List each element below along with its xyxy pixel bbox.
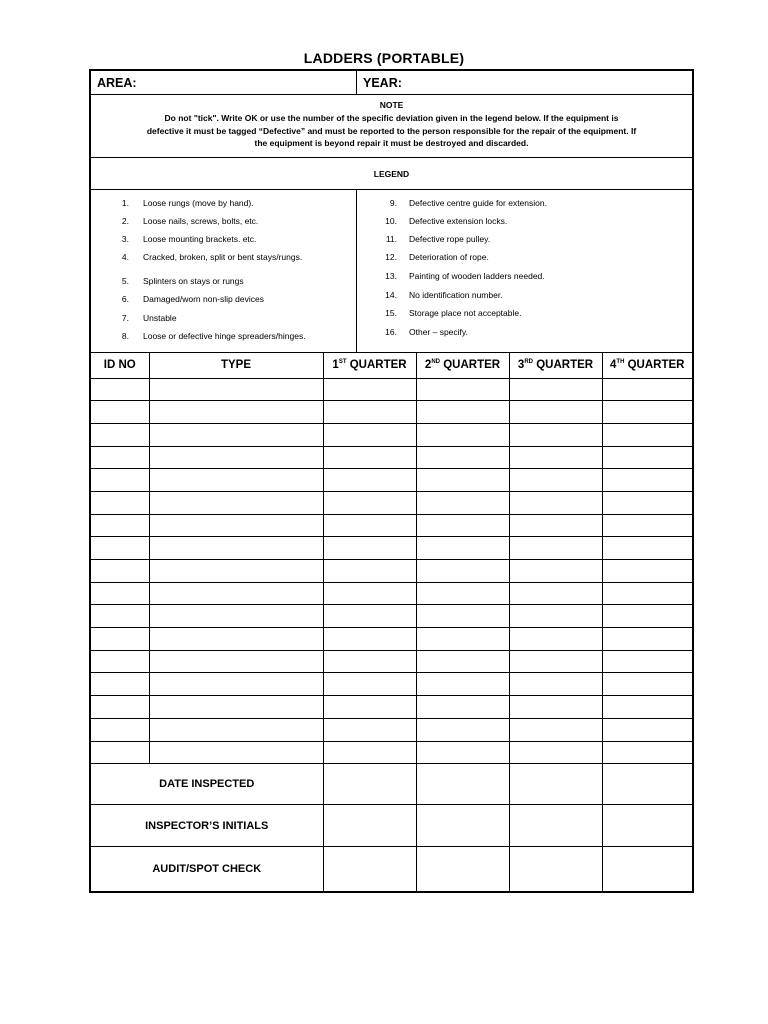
type-cell[interactable] (149, 673, 323, 696)
legend-number: 1. (121, 198, 129, 208)
footer-row (91, 805, 692, 847)
legend-text: Splinters on stays or rungs (143, 276, 244, 286)
type-cell[interactable] (149, 514, 323, 537)
id-no-cell[interactable] (91, 537, 149, 560)
quarter-3-cell[interactable] (509, 741, 602, 764)
legend-text: Loose nails, screws, bolts, etc. (143, 216, 259, 226)
quarter-3-cell[interactable] (509, 401, 602, 424)
quarter-header-2 (416, 353, 509, 378)
quarter-4-cell[interactable] (602, 605, 692, 628)
footer-quarter-4-cell[interactable] (602, 847, 692, 891)
area-label: AREA: (97, 76, 137, 90)
id-no-cell[interactable] (91, 423, 149, 446)
quarter-3-cell[interactable] (509, 491, 602, 514)
id-no-cell[interactable] (91, 605, 149, 628)
type-cell[interactable] (149, 696, 323, 719)
type-cell[interactable] (149, 446, 323, 469)
type-cell[interactable] (149, 582, 323, 605)
type-cell[interactable] (149, 378, 323, 401)
quarter-number: 4 (610, 359, 617, 372)
table-row (91, 469, 692, 492)
legend-text: Defective extension locks. (409, 216, 508, 226)
legend-text: Defective centre guide for extension. (409, 198, 547, 208)
inspection-form (89, 69, 694, 893)
table-row (91, 491, 692, 514)
quarter-2-cell[interactable] (416, 491, 509, 514)
table-header-row (91, 353, 692, 378)
quarter-suffix: ST (338, 359, 347, 366)
type-cell[interactable] (149, 491, 323, 514)
quarter-4-cell[interactable] (602, 401, 692, 424)
quarter-label: QUARTER (627, 359, 685, 372)
id-no-cell[interactable] (91, 650, 149, 673)
quarter-label: QUARTER (349, 359, 407, 372)
quarter-3-cell[interactable] (509, 378, 602, 401)
id-no-cell[interactable] (91, 514, 149, 537)
quarter-3-cell[interactable] (509, 673, 602, 696)
quarter-2-cell[interactable] (416, 423, 509, 446)
table-row (91, 560, 692, 583)
quarter-3-cell[interactable] (509, 650, 602, 673)
quarter-2-cell[interactable] (416, 446, 509, 469)
id-no-cell[interactable] (91, 491, 149, 514)
type-cell[interactable] (149, 423, 323, 446)
quarter-1-cell[interactable] (323, 650, 416, 673)
table-row (91, 423, 692, 446)
legend-text: Storage place not acceptable. (409, 308, 522, 318)
quarter-2-cell[interactable] (416, 560, 509, 583)
quarter-2-cell[interactable] (416, 741, 509, 764)
quarter-2-cell[interactable] (416, 628, 509, 651)
footer-quarter-3-cell[interactable] (509, 847, 602, 891)
footer-quarter-1-cell[interactable] (323, 805, 416, 847)
quarter-label: QUARTER (536, 359, 594, 372)
quarter-1-cell[interactable] (323, 514, 416, 537)
legend-text: Other – specify. (409, 327, 468, 337)
quarter-1-cell[interactable] (323, 560, 416, 583)
table-row (91, 514, 692, 537)
legend-heading: LEGEND (91, 158, 692, 190)
legend-number: 5. (121, 276, 129, 286)
quarter-1-cell[interactable] (323, 446, 416, 469)
quarter-3-cell[interactable] (509, 582, 602, 605)
legend-text: Defective rope pulley. (409, 234, 491, 244)
table-row (91, 582, 692, 605)
quarter-2-cell[interactable] (416, 401, 509, 424)
table-row (91, 696, 692, 719)
table-row (91, 446, 692, 469)
quarter-3-cell[interactable] (509, 560, 602, 583)
quarter-suffix: TH (616, 359, 625, 366)
table-row (91, 605, 692, 628)
quarter-4-cell[interactable] (602, 628, 692, 651)
quarter-4-cell[interactable] (602, 741, 692, 764)
quarter-3-cell[interactable] (509, 469, 602, 492)
quarter-header-3 (509, 353, 602, 378)
quarter-2-cell[interactable] (416, 696, 509, 719)
legend-text: Loose mounting brackets. etc. (143, 234, 257, 244)
footer-quarter-4-cell[interactable] (602, 805, 692, 847)
footer-row (91, 847, 692, 891)
table-row (91, 401, 692, 424)
quarter-2-cell[interactable] (416, 673, 509, 696)
quarter-label: QUARTER (443, 359, 501, 372)
legend-number: 13. (385, 271, 397, 281)
quarter-header-4 (602, 353, 692, 378)
footer-quarter-1-cell[interactable] (323, 764, 416, 805)
quarter-2-cell[interactable] (416, 469, 509, 492)
quarter-number: 2 (424, 359, 432, 372)
quarter-1-cell[interactable] (323, 401, 416, 424)
quarter-4-cell[interactable] (602, 718, 692, 741)
quarter-2-cell[interactable] (416, 582, 509, 605)
quarter-4-cell[interactable] (602, 650, 692, 673)
type-cell[interactable] (149, 537, 323, 560)
legend-number: 4. (121, 252, 129, 262)
quarter-3-cell[interactable] (509, 423, 602, 446)
year-label: YEAR: (363, 76, 402, 90)
footer-quarter-2-cell[interactable] (416, 805, 509, 847)
type-cell[interactable] (149, 469, 323, 492)
legend-left-column (91, 190, 357, 352)
footer-quarter-2-cell[interactable] (416, 847, 509, 891)
inspection-table (91, 353, 692, 891)
footer-label: INSPECTOR’S INITIALS (91, 805, 323, 847)
table-row (91, 537, 692, 560)
quarter-3-cell[interactable] (509, 696, 602, 719)
footer-row (91, 764, 692, 805)
note-text (99, 112, 684, 150)
quarter-4-cell[interactable] (602, 446, 692, 469)
note-heading: NOTE (379, 100, 404, 110)
quarter-4-cell[interactable] (602, 673, 692, 696)
quarter-4-cell[interactable] (602, 423, 692, 446)
quarter-2-cell[interactable] (416, 378, 509, 401)
legend-number: 14. (385, 290, 397, 300)
quarter-4-cell[interactable] (602, 378, 692, 401)
id-no-cell[interactable] (91, 560, 149, 583)
quarter-3-cell[interactable] (509, 446, 602, 469)
table-row (91, 650, 692, 673)
legend-number: 11. (385, 234, 397, 244)
legend-number: 7. (121, 313, 129, 323)
footer-quarter-2-cell[interactable] (416, 764, 509, 805)
type-cell[interactable] (149, 560, 323, 583)
quarter-2-cell[interactable] (416, 514, 509, 537)
legend-number: 15. (385, 308, 397, 318)
page-title: LADDERS (PORTABLE) (303, 50, 465, 66)
quarter-1-cell[interactable] (323, 491, 416, 514)
note-line: Do not "tick". Write OK or use the number of the specific deviation given in the legend below. If the equipment is (164, 113, 619, 123)
footer-label: AUDIT/SPOT CHECK (91, 847, 323, 891)
type-cell[interactable] (149, 650, 323, 673)
quarter-4-cell[interactable] (602, 696, 692, 719)
quarter-3-cell[interactable] (509, 537, 602, 560)
quarter-number: 3 (517, 359, 525, 372)
legend-text: Damaged/worn non-slip devices (143, 294, 264, 304)
legend-text: Cracked, broken, split or bent stays/rungs. (143, 252, 303, 262)
quarter-4-cell[interactable] (602, 582, 692, 605)
legend-text: Painting of wooden ladders needed. (409, 271, 545, 281)
area-field[interactable] (91, 71, 357, 95)
id-no-cell[interactable] (91, 696, 149, 719)
quarter-4-cell[interactable] (602, 560, 692, 583)
quarter-4-cell[interactable] (602, 469, 692, 492)
legend-number: 16. (385, 327, 397, 337)
table-row (91, 628, 692, 651)
id-no-cell[interactable] (91, 378, 149, 401)
legend-number: 6. (121, 294, 129, 304)
quarter-2-cell[interactable] (416, 605, 509, 628)
table-row (91, 718, 692, 741)
quarter-1-cell[interactable] (323, 378, 416, 401)
quarter-2-cell[interactable] (416, 537, 509, 560)
legend-number: 10. (385, 216, 397, 226)
quarter-3-cell[interactable] (509, 605, 602, 628)
quarter-1-cell[interactable] (323, 628, 416, 651)
legend-number: 9. (389, 198, 397, 208)
quarter-3-cell[interactable] (509, 514, 602, 537)
quarter-1-cell[interactable] (323, 469, 416, 492)
quarter-4-cell[interactable] (602, 514, 692, 537)
quarter-number: 1 (332, 359, 339, 372)
quarter-1-cell[interactable] (323, 718, 416, 741)
id-no-cell[interactable] (91, 628, 149, 651)
legend-section (91, 190, 692, 353)
type-cell[interactable] (149, 401, 323, 424)
type-cell[interactable] (149, 741, 323, 764)
quarter-1-cell[interactable] (323, 582, 416, 605)
quarter-suffix: ND (431, 359, 440, 366)
id-no-cell[interactable] (91, 718, 149, 741)
quarter-1-cell[interactable] (323, 741, 416, 764)
quarter-1-cell[interactable] (323, 673, 416, 696)
quarter-suffix: RD (524, 359, 533, 366)
quarter-header-1 (323, 353, 416, 378)
type-header: TYPE (149, 353, 323, 378)
legend-number: 2. (121, 216, 129, 226)
note-line: defective it must be tagged “Defective” and must be reported to the person responsible for the repair of the equipment. If (146, 125, 637, 136)
quarter-1-cell[interactable] (323, 537, 416, 560)
table-row (91, 741, 692, 764)
legend-text: No identification number. (409, 290, 503, 300)
type-cell[interactable] (149, 628, 323, 651)
id-no-cell[interactable] (91, 673, 149, 696)
footer-quarter-3-cell[interactable] (509, 764, 602, 805)
id-no-cell[interactable] (91, 401, 149, 424)
legend-right-column (357, 190, 692, 352)
quarter-1-cell[interactable] (323, 696, 416, 719)
legend-text: Loose rungs (move by hand). (143, 198, 254, 208)
footer-quarter-3-cell[interactable] (509, 805, 602, 847)
legend-number: 12. (385, 252, 397, 262)
type-cell[interactable] (149, 605, 323, 628)
note-line: the equipment is beyond repair it must be destroyed and discarded. (254, 138, 529, 148)
quarter-3-cell[interactable] (509, 628, 602, 651)
quarter-1-cell[interactable] (323, 605, 416, 628)
legend-text: Unstable (143, 313, 177, 323)
quarter-2-cell[interactable] (416, 650, 509, 673)
id-no-header: ID NO (91, 353, 149, 378)
id-no-cell[interactable] (91, 469, 149, 492)
legend-text: Loose or defective hinge spreaders/hinges. (143, 331, 306, 341)
quarter-2-cell[interactable] (416, 718, 509, 741)
footer-quarter-4-cell[interactable] (602, 764, 692, 805)
table-row (91, 673, 692, 696)
year-field[interactable] (357, 71, 692, 95)
quarter-1-cell[interactable] (323, 423, 416, 446)
footer-label: DATE INSPECTED (91, 764, 323, 805)
table-row (91, 378, 692, 401)
quarter-4-cell[interactable] (602, 537, 692, 560)
id-no-cell[interactable] (91, 446, 149, 469)
id-no-cell[interactable] (91, 582, 149, 605)
note-section (91, 95, 692, 158)
id-no-cell[interactable] (91, 741, 149, 764)
quarter-4-cell[interactable] (602, 491, 692, 514)
legend-number: 8. (121, 331, 129, 341)
legend-number: 3. (121, 234, 129, 244)
legend-text: Deterioration of rope. (409, 252, 489, 262)
area-year-row (91, 71, 692, 95)
type-cell[interactable] (149, 718, 323, 741)
quarter-3-cell[interactable] (509, 718, 602, 741)
footer-quarter-1-cell[interactable] (323, 847, 416, 891)
